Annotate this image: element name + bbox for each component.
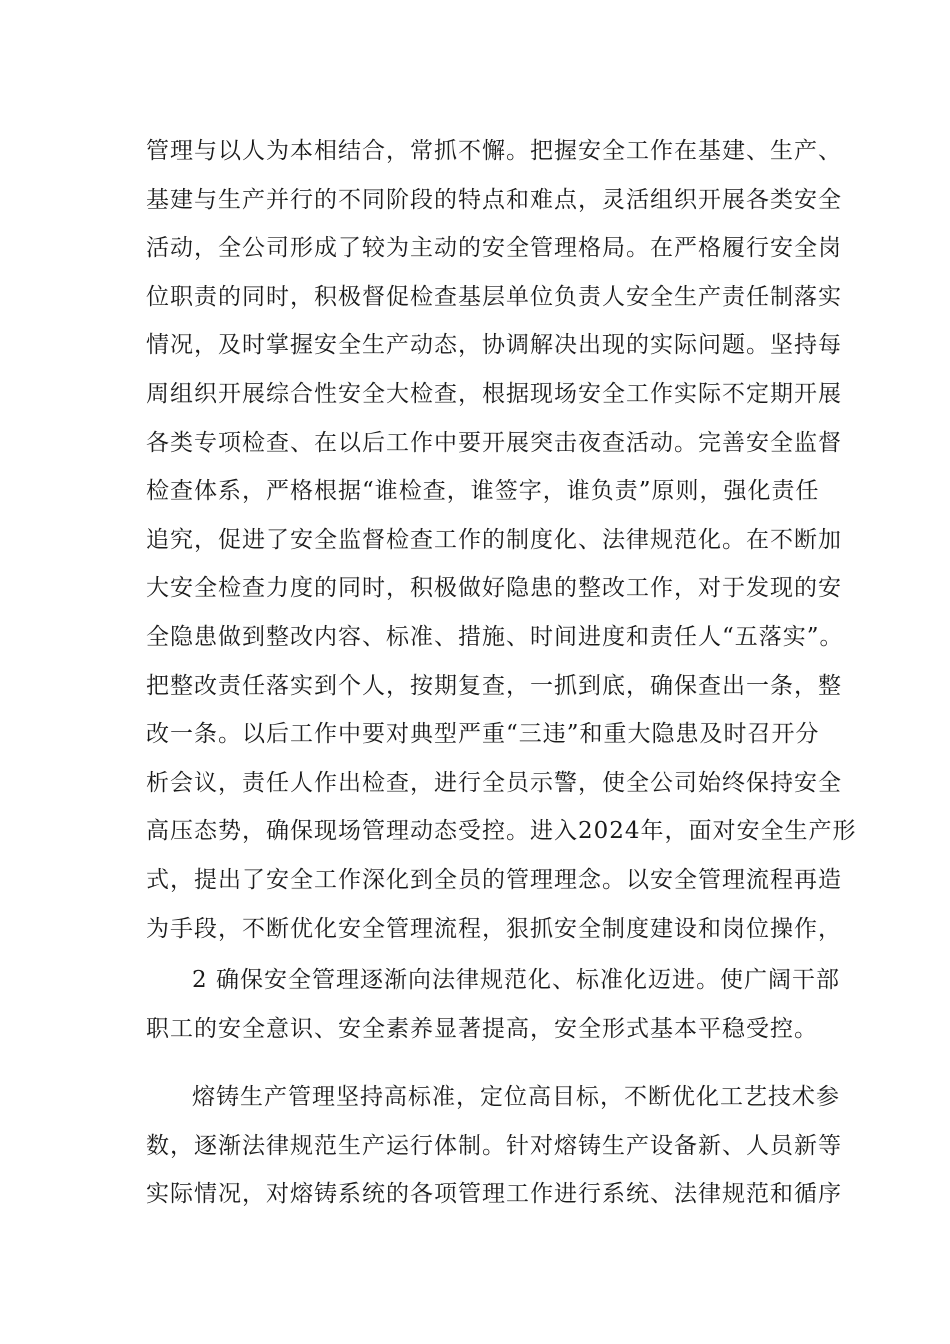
text-line: 周组织开展综合性安全大检查，根据现场安全工作实际不定期开展 <box>146 380 842 407</box>
text-line: 2 确保安全管理逐渐向法律规范化、标准化迈进。使广阔干部 <box>192 967 840 993</box>
text-line: 析会议，责任人作出检查，进行全员示警，使全公司始终保持安全 <box>146 769 842 796</box>
text-line: 式，提出了安全工作深化到全员的管理理念。以安全管理流程再造 <box>146 866 842 893</box>
paragraph-standardization <box>146 956 840 1053</box>
text-line: 高压态势，确保现场管理动态受控。进入2024年，面对安全生产形 <box>146 818 857 845</box>
text-line: 熔铸生产管理坚持高标准，定位高目标，不断优化工艺技术参 <box>192 1084 840 1110</box>
text-line: 管理与以人为本相结合，常抓不懈。把握安全工作在基建、生产、 <box>146 138 842 164</box>
text-line: 全隐患做到整改内容、标准、措施、时间进度和责任人“五落实”。 <box>146 623 844 650</box>
text-line: 大安全检查力度的同时，积极做好隐患的整改工作，对于发现的安 <box>146 575 842 602</box>
text-line: 为手段，不断优化安全管理流程，狠抓安全制度建设和岗位操作， <box>146 915 842 942</box>
text-line: 各类专项检查、在以后工作中要开展突击夜查活动。完善安全监督 <box>146 429 842 456</box>
text-line: 检查体系，严格根据“谁检查，谁签字，谁负责”原则，强化责任 <box>146 478 820 505</box>
text-line: 位职责的同时，积极督促检查基层单位负责人安全生产责任制落实 <box>146 283 842 310</box>
text-line: 基建与生产并行的不同阶段的特点和难点，灵活组织开展各类安全 <box>146 186 842 213</box>
text-line: 数，逐渐法律规范生产运行体制。针对熔铸生产设备新、人员新等 <box>146 1132 842 1159</box>
text-line: 把整改责任落实到个人，按期复查，一抓到底，确保查出一条，整 <box>146 672 842 699</box>
text-line: 改一条。以后工作中要对典型严重“三违”和重大隐患及时召开分 <box>146 721 820 748</box>
text-line: 情况，及时掌握安全生产动态，协调解决出现的实际问题。坚持每 <box>146 332 842 359</box>
text-line: 追究，促进了安全监督检查工作的制度化、法律规范化。在不断加 <box>146 526 842 553</box>
text-line: 职工的安全意识、安全素养显著提高，安全形式基本平稳受控。 <box>146 1015 818 1042</box>
paragraph-safety-management <box>146 127 857 953</box>
text-line: 活动，全公司形成了较为主动的安全管理格局。在严格履行安全岗 <box>146 235 842 262</box>
text-line: 实际情况，对熔铸系统的各项管理工作进行系统、法律规范和循序 <box>146 1181 842 1208</box>
paragraph-casting-production <box>146 1073 842 1219</box>
